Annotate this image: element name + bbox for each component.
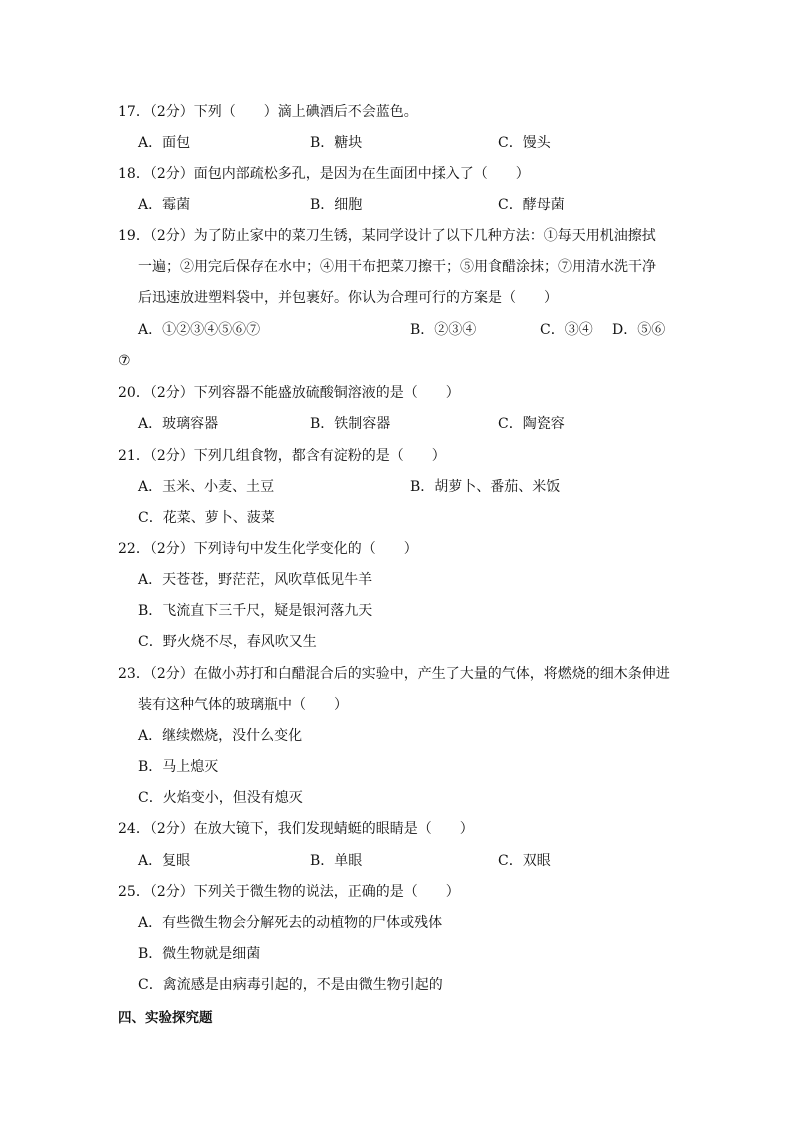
question-23-stem-line2: 装有这种气体的玻璃瓶中（ ） (138, 697, 348, 713)
question-21-option-a: A．玉米、小麦、土豆 (138, 479, 275, 495)
question-18-stem: 18．（2分）面包内部疏松多孔，是因为在生面团中揉入了（ ） (118, 166, 530, 182)
question-22-option-c: C．野火烧不尽，春风吹又生 (138, 634, 317, 650)
question-25-stem: 25．（2分）下列关于微生物的说法，正确的是（ ） (118, 884, 460, 900)
question-19-option-a: A．①②③④⑤⑥⑦ (138, 322, 261, 338)
question-19-option-d: D．⑤⑥ (612, 322, 666, 338)
question-23-option-c: C．火焰变小，但没有熄灭 (138, 790, 303, 806)
question-18-option-a: A．霉菌 (138, 197, 191, 213)
question-20-stem: 20．（2分）下列容器不能盛放硫酸铜溶液的是（ ） (118, 385, 460, 401)
question-25-option-c: C．禽流感是由病毒引起的，不是由微生物引起的 (138, 977, 443, 993)
question-23-stem-line1: 23．（2分）在做小苏打和白醋混合后的实验中，产生了大量的气体，将燃烧的细木条伸进 (118, 666, 670, 682)
question-25-option-a: A．有些微生物会分解死去的动植物的尸体或残体 (138, 915, 443, 931)
question-17-option-b: B．糖块 (310, 135, 363, 151)
question-20-option-a: A．玻璃容器 (138, 416, 219, 432)
question-18-option-c: C．酵母菌 (498, 197, 565, 213)
question-19-stem-line2: 一遍；②用完后保存在水中；④用干布把菜刀擦干；⑤用食醋涂抹；⑦用清水洗干净 (138, 259, 656, 275)
question-23-option-a: A．继续燃烧，没什么变化 (138, 728, 303, 744)
question-21-option-c: C．花菜、萝卜、菠菜 (138, 510, 275, 526)
question-22-stem: 22．（2分）下列诗句中发生化学变化的（ ） (118, 541, 418, 557)
question-17-option-c: C．馒头 (498, 135, 551, 151)
question-24-option-a: A．复眼 (138, 853, 191, 869)
question-22-option-a: A．天苍苍，野茫茫，风吹草低见牛羊 (138, 572, 373, 588)
question-21-option-b: B．胡萝卜、番茄、米饭 (410, 479, 561, 495)
question-24-option-c: C．双眼 (498, 853, 551, 869)
question-25-option-b: B．微生物就是细菌 (138, 946, 261, 962)
question-19-option-c: C．③④ (540, 322, 593, 338)
question-20-option-c: C．陶瓷容 (498, 416, 565, 432)
question-19-option-d-wrap: ⑦ (118, 353, 131, 369)
question-21-stem: 21．（2分）下列几组食物，都含有淀粉的是（ ） (118, 448, 446, 464)
question-22-option-b: B．飞流直下三千尺，疑是银河落九天 (138, 603, 373, 619)
question-17-option-a: A．面包 (138, 135, 191, 151)
question-19-option-b: B．②③④ (410, 322, 477, 338)
question-23-option-b: B．马上熄灭 (138, 759, 219, 775)
question-18-option-b: B．细胞 (310, 197, 363, 213)
question-24-stem: 24．（2分）在放大镜下，我们发现蜻蜓的眼睛是（ ） (118, 821, 474, 837)
question-20-option-b: B．铁制容器 (310, 416, 391, 432)
question-24-option-b: B．单眼 (310, 853, 363, 869)
question-17-stem: 17．（2分）下列（ ）滴上碘酒后不会蓝色。 (118, 104, 418, 120)
question-19-stem-line3: 后迅速放进塑料袋中，并包裹好。你认为合理可行的方案是（ ） (138, 290, 558, 306)
question-19-stem-line1: 19．（2分）为了防止家中的菜刀生锈，某同学设计了以下几种方法：①每天用机油擦拭 (118, 228, 656, 244)
section-heading: 四、实验探究题 (118, 1010, 213, 1026)
